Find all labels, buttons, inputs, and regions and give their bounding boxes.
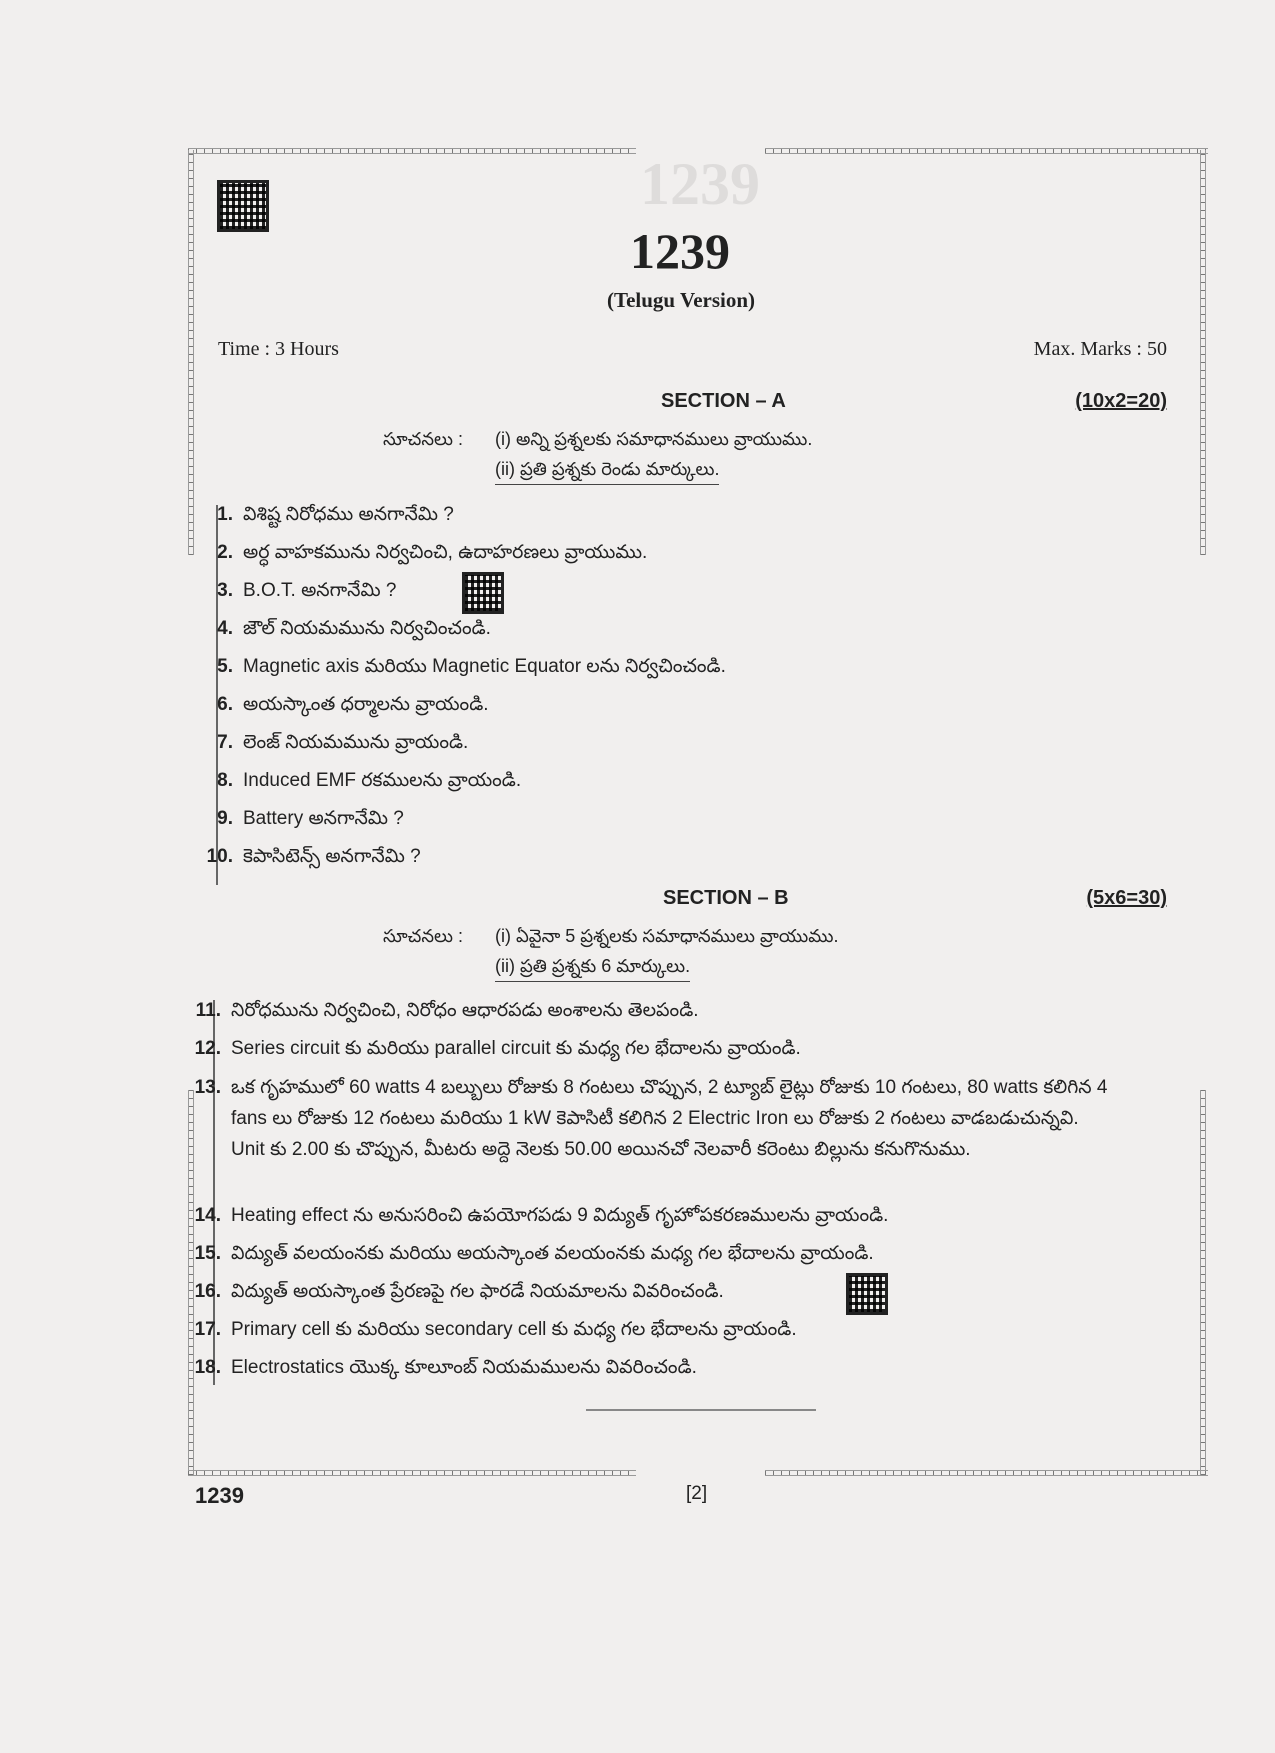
- question-number: 2.: [217, 542, 233, 563]
- question-text: Heating effect ను అనుసరించి ఉపయోగపడు 9 విద్యుత్ గృహోపకరణములను వ్రాయండి.: [231, 1205, 889, 1226]
- question-number: 15.: [194, 1243, 221, 1264]
- frame-right-lower: [1200, 1090, 1206, 1475]
- instruction-item: (ii) ప్రతి ప్రశ్నకు 6 మార్కులు.: [495, 951, 690, 982]
- question-text: Magnetic axis మరియు Magnetic Equator లను నిర్వచించండి.: [243, 656, 726, 677]
- question-text: లెంజ్ నియమమును వ్రాయండి.: [243, 732, 469, 753]
- question-text: కెపాసిటెన్స్ అనగానేమి ?: [243, 846, 421, 867]
- question-item: [195, 732, 468, 758]
- version-label: (Telugu Version): [607, 288, 756, 312]
- end-of-paper-divider: [586, 1409, 816, 1411]
- question-number: 5.: [217, 656, 233, 677]
- instructions-label: సూచనలు :: [383, 429, 463, 449]
- frame-right: [1200, 150, 1206, 555]
- question-text: నిరోధమును నిర్వచించి, నిరోధం ఆధారపడు అంశాలను తెలపండి.: [231, 1000, 699, 1021]
- question-number: 1.: [217, 504, 233, 525]
- question-number: 3.: [217, 580, 233, 601]
- qr-code-icon: [462, 572, 504, 614]
- question-text: అర్ధ వాహకమును నిర్వచించి, ఉదాహరణలు వ్రాయుము.: [243, 542, 648, 563]
- instruction-item: (i) ఏవైనా 5 ప్రశ్నలకు సమాధానములు వ్రాయుము.: [495, 926, 839, 946]
- question-number: 10.: [206, 846, 233, 867]
- question-item: [195, 656, 726, 682]
- question-item: [195, 770, 521, 796]
- question-text: ఒక గృహములో 60 watts 4 బల్బులు రోజుకు 8 గంటలు చొప్పున, 2 ట్యూబ్ లైట్లు రోజుకు 10 గంటలు, 80 watts కలిగిన 4 fans లు రోజుకు 12 గంటలు మరియు 1 kW కెపాసిటీ కలిగిన 2 Electric Iron లు రోజుకు 2 గంటలు వాడబడుచున్నవి. Unit కు 2.00 కు చొప్పున, మీటరు అద్దె నెలకు 50.00 అయినచో నెలవారీ కరెంటు బిల్లును కనుగొనుము.: [231, 1077, 1108, 1160]
- question-text: విశిష్ట నిరోధము అనగానేమి ?: [243, 504, 454, 525]
- bleed-through-text: 1239: [640, 151, 760, 217]
- question-number: 18.: [194, 1357, 221, 1378]
- frame-bottom-left: [188, 1470, 636, 1476]
- question-number: 14.: [194, 1205, 221, 1226]
- question-number: 6.: [217, 694, 233, 715]
- qr-code-icon: [846, 1273, 888, 1315]
- question-item: [183, 1205, 888, 1231]
- question-item: [195, 846, 421, 872]
- question-text: అయస్కాంత ధర్మాలను వ్రాయండి.: [243, 694, 489, 715]
- question-text: Electrostatics యొక్క కూలూంబ్ నియమములను వివరించండి.: [231, 1357, 697, 1378]
- question-item: [195, 580, 396, 606]
- question-item: [195, 694, 489, 720]
- question-number: 17.: [194, 1319, 221, 1340]
- question-text: విద్యుత్ వలయంనకు మరియు అయస్కాంత వలయంనకు మధ్య గల భేదాలను వ్రాయండి.: [231, 1243, 874, 1264]
- question-number: 9.: [217, 808, 233, 829]
- question-text: Induced EMF రకములను వ్రాయండి.: [243, 770, 522, 791]
- question-item: [183, 1038, 801, 1064]
- section-a-title: SECTION – A: [661, 390, 786, 412]
- question-number: 4.: [217, 618, 233, 639]
- question-item: [183, 1072, 1111, 1165]
- question-text: జౌల్ నియమమును నిర్వచించండి.: [243, 618, 491, 639]
- question-item: [183, 1000, 699, 1026]
- frame-bottom-right: [765, 1470, 1208, 1476]
- question-item: [183, 1357, 697, 1383]
- instructions-label: సూచనలు :: [383, 926, 463, 946]
- paper-code: 1239: [630, 223, 730, 279]
- question-item: [183, 1243, 874, 1269]
- question-text: B.O.T. అనగానేమి ?: [243, 580, 397, 601]
- section-b-marks: (5x6=30): [1086, 887, 1167, 909]
- frame-left: [188, 150, 194, 555]
- instruction-item: (i) అన్ని ప్రశ్నలకు సమాధానములు వ్రాయుము.: [495, 429, 813, 449]
- question-number: 13.: [194, 1077, 221, 1098]
- question-item: [183, 1281, 724, 1307]
- qr-code-icon: [217, 180, 269, 232]
- question-number: 7.: [217, 732, 233, 753]
- section-a-instructions: [383, 424, 812, 485]
- question-text: విద్యుత్ అయస్కాంత ప్రేరణపై గల ఫారడే నియమాలను వివరించండి.: [231, 1281, 724, 1302]
- instruction-item: (ii) ప్రతి ప్రశ్నకు రెండు మార్కులు.: [495, 454, 719, 485]
- question-item: [195, 808, 404, 834]
- question-text: Series circuit కు మరియు parallel circuit కు మధ్య గల భేదాలను వ్రాయండి.: [231, 1038, 801, 1059]
- question-number: 8.: [217, 770, 233, 791]
- question-item: [195, 542, 647, 568]
- section-b-instructions: [383, 921, 838, 982]
- question-number: 11.: [195, 1000, 221, 1021]
- footer-paper-code: 1239: [195, 1483, 244, 1508]
- question-text: Primary cell కు మరియు secondary cell కు మధ్య గల భేదాలను వ్రాయండి.: [231, 1319, 797, 1340]
- frame-top-left: [188, 148, 636, 154]
- question-item: [183, 1319, 797, 1345]
- question-number: 16.: [194, 1281, 221, 1302]
- section-b-title: SECTION – B: [663, 887, 789, 909]
- question-item: [195, 618, 491, 644]
- question-item: [195, 504, 454, 530]
- time-label: Time : 3 Hours: [218, 338, 339, 360]
- question-text: Battery అనగానేమి ?: [243, 808, 404, 829]
- frame-top-right: [765, 148, 1208, 154]
- section-a-marks: (10x2=20): [1075, 390, 1167, 412]
- question-number: 12.: [194, 1038, 221, 1059]
- page-number: [2]: [686, 1483, 708, 1504]
- max-marks-label: Max. Marks : 50: [1033, 338, 1167, 360]
